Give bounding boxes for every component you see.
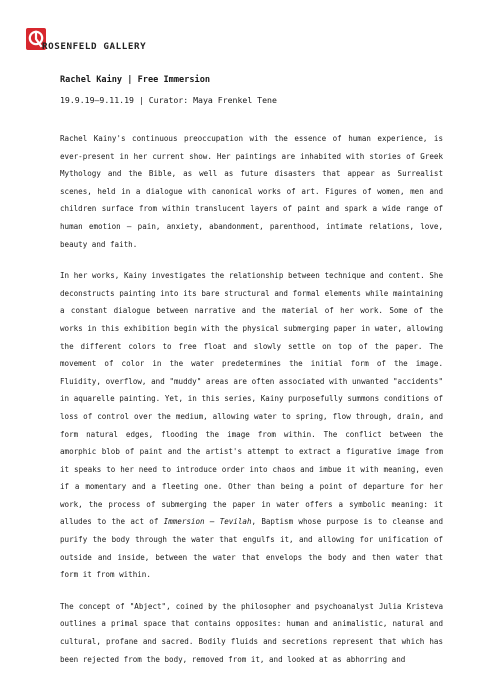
paragraph-3: The concept of "Abject", coined by the philosopher and psychoanalyst Julia Kristeva outlines a primal space that contains opposites: human and animalistic, natural and cultural, profane and sacred. Bodily fluids and secretions represent that which has been rejected from the body, removed from it, and looked at as abhorring and [60, 601, 443, 664]
gallery-logo [26, 28, 146, 50]
paragraph-2-text-b: , Baptism whose purpose is to cleanse and purify the body through the water that engulfs it, and allowing for unification of outside and inside, between the water that envelops the body and then water that form it from within. [60, 517, 443, 580]
paragraph-2-italic-term: Immersion – Tevilah [163, 517, 252, 527]
paragraph-1: Rachel Kainy's continuous preoccupation with the essence of human experience, is ever-present in her current show. Her paintings are inhabited with stories of Greek Mythology and the Bible, as well as future disasters that appear as Surrealist scenes, held in a dialogue with canonical works of art. Figures of women, men and children surface from within translucent layers of paint and spark a wide range of human emotion – pain, anxiety, abandonment, parenthood, intimate relations, love, beauty and faith. [60, 134, 443, 249]
paragraph-2-text-a: In her works, Kainy investigates the relationship between technique and content. She deconstructs painting into its bare structural and formal elements while maintaining a constant dialogue between narrative and the material of her work. Some of the works in this exhibition begin with the physical submerging paper in water, allowing the different colors to free float and slowly settle on top of the paper. The movement of color in the water predetermines the initial form of the image. Fluidity, overflow, and "muddy" areas are often associated with unwanted "accidents" in aquarelle painting. Yet, in this series, Kainy purposefully summons conditions of loss of control over the medium, allowing water to spring, flow through, drain, and form natural edges, flooding the image from within. The conflict between the amorphic blob of paint and the artist's attempt to extract a figurative image from it speaks to her need to introduce order into chaos and imbue it with meaning, even if a momentary and a fleeting one. Other than being a point of departure for her work, the process of submerging the paper in water offers a symbolic meaning: it alludes to the act of [60, 271, 443, 527]
paragraph-2 [60, 267, 443, 584]
exhibition-title: Rachel Kainy | Free Immersion [60, 75, 211, 85]
gallery-name: ROSENFELD GALLERY [42, 41, 147, 52]
exhibition-text [60, 130, 443, 682]
exhibition-heading [60, 74, 460, 106]
exhibition-dates-curator: 19.9.19–9.11.19 | Curator: Maya Frenkel Tene [60, 95, 277, 105]
